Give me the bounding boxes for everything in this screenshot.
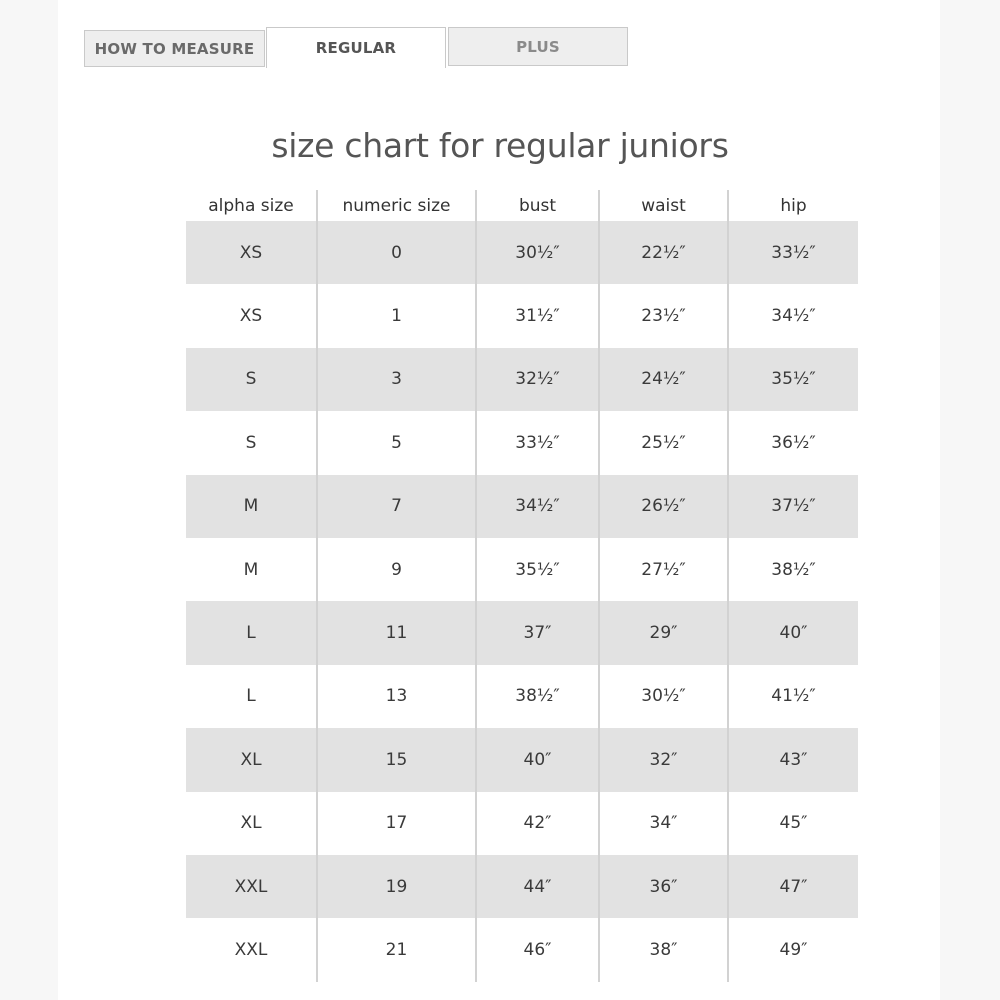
table-row [186, 538, 858, 601]
table-row [186, 728, 858, 791]
header-alpha-size: alpha size [208, 195, 294, 216]
cell-numeric-size: 9 [317, 538, 476, 601]
cell-numeric-size: 19 [317, 855, 476, 918]
cell-hip: 33½″ [728, 221, 858, 284]
cell-alpha-size: M [243, 559, 259, 580]
cell-bust: 46″ [476, 918, 599, 981]
cell-alpha-size: XL [240, 813, 262, 834]
cell-waist: 25½″ [599, 411, 728, 474]
header-bust: bust [476, 190, 599, 221]
cell-alpha-size: XXL [186, 855, 317, 918]
cell-bust: 35½″ [476, 538, 599, 601]
table-row [186, 601, 858, 664]
cell-waist: 22½″ [599, 221, 728, 284]
table-row [186, 221, 858, 284]
cell-alpha-size: M [186, 475, 317, 538]
cell-numeric-size: 0 [317, 221, 476, 284]
tab-how-to-measure[interactable]: HOW TO MEASURE [84, 30, 265, 67]
cell-numeric-size: 21 [317, 918, 476, 981]
table-header-row [186, 190, 858, 221]
cell-hip: 41½″ [728, 665, 858, 728]
table-row [186, 855, 858, 918]
cell-waist: 26½″ [599, 475, 728, 538]
cell-numeric-size: 7 [317, 475, 476, 538]
cell-bust: 31½″ [476, 284, 599, 347]
cell-hip: 49″ [728, 918, 858, 981]
table-row [186, 475, 858, 538]
cell-alpha-size: XS [186, 221, 317, 284]
cell-bust: 44″ [476, 855, 599, 918]
size-chart-table [186, 190, 858, 982]
cell-bust: 34½″ [476, 475, 599, 538]
cell-waist: 30½″ [599, 665, 728, 728]
cell-alpha-size: L [186, 601, 317, 664]
cell-bust: 42″ [476, 792, 599, 855]
header-hip: hip [728, 190, 858, 221]
cell-hip: 40″ [728, 601, 858, 664]
cell-numeric-size: 17 [317, 792, 476, 855]
cell-hip: 36½″ [728, 411, 858, 474]
table-row [186, 792, 858, 855]
cell-alpha-size: S [245, 432, 257, 453]
table-row [186, 348, 858, 411]
cell-bust: 37″ [476, 601, 599, 664]
header-numeric-size: numeric size [317, 190, 476, 221]
cell-alpha-size: S [186, 348, 317, 411]
header-waist: waist [599, 190, 728, 221]
cell-waist: 32″ [599, 728, 728, 791]
cell-hip: 37½″ [728, 475, 858, 538]
cell-hip: 38½″ [728, 538, 858, 601]
cell-waist: 36″ [599, 855, 728, 918]
cell-bust: 33½″ [476, 411, 599, 474]
cell-hip: 45″ [728, 792, 858, 855]
cell-alpha-size: L [246, 686, 256, 707]
cell-numeric-size: 5 [317, 411, 476, 474]
cell-hip: 43″ [728, 728, 858, 791]
table-row [186, 665, 858, 728]
cell-alpha-size: XL [186, 728, 317, 791]
tab-plus[interactable]: PLUS [448, 27, 628, 66]
cell-hip: 35½″ [728, 348, 858, 411]
page-title: size chart for regular juniors [271, 126, 729, 165]
cell-alpha-size: XS [239, 306, 263, 327]
cell-numeric-size: 1 [317, 284, 476, 347]
table-row [186, 284, 858, 347]
cell-bust: 40″ [476, 728, 599, 791]
table-row [186, 918, 858, 981]
cell-waist: 34″ [599, 792, 728, 855]
tab-regular[interactable]: REGULAR [266, 27, 446, 68]
cell-waist: 24½″ [599, 348, 728, 411]
cell-alpha-size: XXL [234, 939, 268, 960]
cell-waist: 23½″ [599, 284, 728, 347]
cell-numeric-size: 15 [317, 728, 476, 791]
cell-bust: 32½″ [476, 348, 599, 411]
cell-hip: 34½″ [728, 284, 858, 347]
cell-hip: 47″ [728, 855, 858, 918]
cell-waist: 27½″ [599, 538, 728, 601]
cell-numeric-size: 11 [317, 601, 476, 664]
cell-bust: 38½″ [476, 665, 599, 728]
cell-numeric-size: 13 [317, 665, 476, 728]
cell-bust: 30½″ [476, 221, 599, 284]
table-row [186, 411, 858, 474]
cell-numeric-size: 3 [317, 348, 476, 411]
cell-waist: 38″ [599, 918, 728, 981]
cell-waist: 29″ [599, 601, 728, 664]
